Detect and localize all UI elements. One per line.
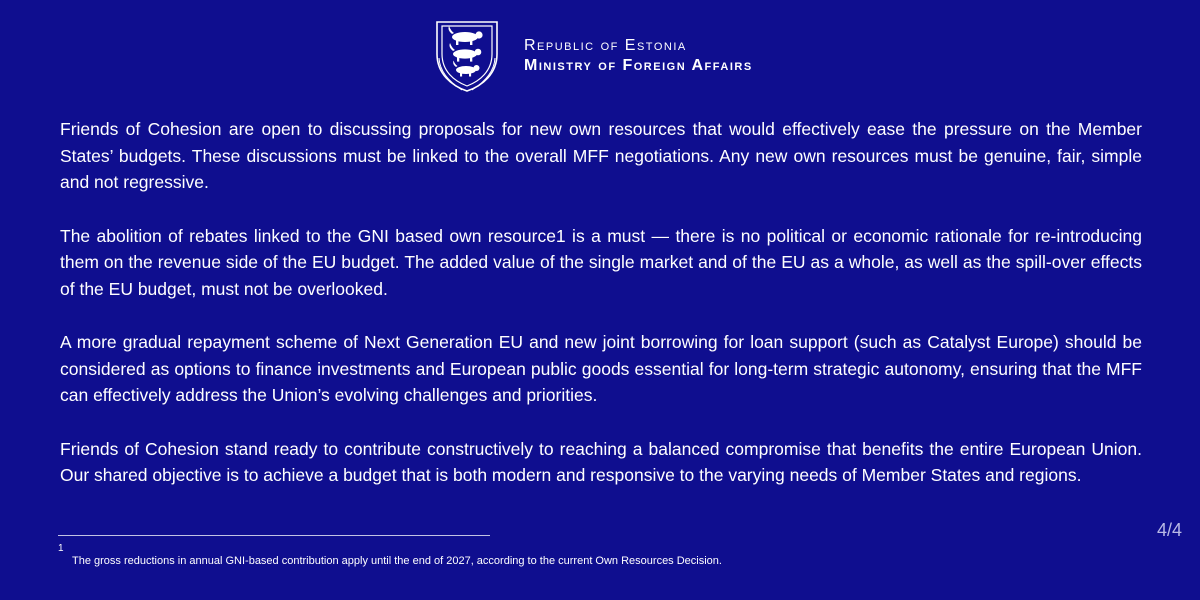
estonian-coat-of-arms-icon bbox=[432, 18, 502, 94]
org-line-1: Republic of Estonia bbox=[524, 37, 687, 54]
document-body bbox=[60, 116, 1142, 516]
page-number: 4/4 bbox=[1156, 520, 1182, 540]
page-header bbox=[432, 18, 753, 94]
org-line-2: Ministry of Foreign Affairs bbox=[524, 57, 753, 74]
footnote-divider bbox=[58, 535, 490, 536]
ministry-name bbox=[524, 36, 753, 76]
paragraph-new-own-resources: Friends of Cohesion are open to discussing proposals for new own resources that would effectively ease the pressure on the Member States’ budgets. These discussions must be linked to the overall MFF negotiations. Any new own resources must be genuine, fair, simple and not regressive. bbox=[60, 119, 1142, 192]
paragraph-repayment-scheme: A more gradual repayment scheme of Next Generation EU and new joint borrowing for loan support (such as Catalyst Europe) should be considered as options to finance investments and European public goods essential for long-term strategic autonomy, ensuring that the MFF can effectively address the Union’s evolving challenges and priorities. bbox=[60, 332, 1142, 405]
paragraph-compromise: Friends of Cohesion stand ready to contribute constructively to reaching a balanced compromise that benefits the entire European Union. Our shared objective is to achieve a budget that is both modern and responsive to the varying needs of Member States and regions. bbox=[60, 438, 1142, 485]
paragraph-rebates-abolition: The abolition of rebates linked to the GNI based own resource1 is a must — there is no political or economic rationale for re-introducing them on the revenue side of the EU budget. The added value of the single market and of the EU as a whole, as well as the spill-over effects of the EU budget, must not be overlooked. bbox=[60, 225, 1142, 299]
footnote-marker: 1 bbox=[58, 543, 64, 554]
footnote-text: The gross reductions in annual GNI-based contribution apply until the end of 2027, according to the current Own Resources Decision. bbox=[72, 555, 722, 567]
